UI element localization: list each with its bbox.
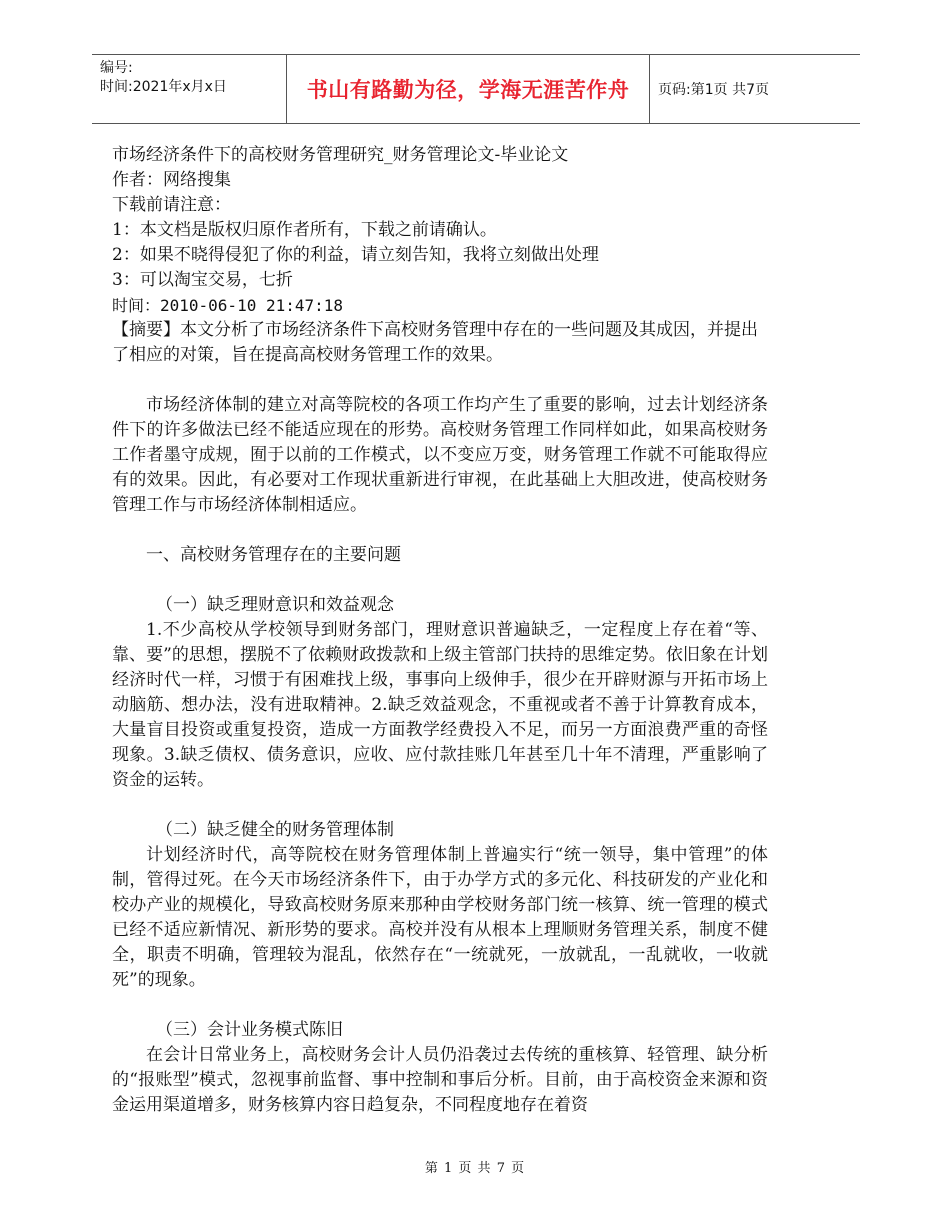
header-date: 时间:2021年x月x日 <box>100 79 227 95</box>
document-title: 市场经济条件下的高校财务管理研究_财务管理论文-毕业论文 <box>112 145 569 165</box>
page-header <box>92 54 860 124</box>
notice-item: 2：如果不晓得侵犯了你的利益，请立刻告知，我将立刻做出处理 <box>112 245 599 265</box>
document-number-label: 编号: <box>100 60 133 76</box>
subsection-heading: （二）缺乏健全的财务管理体制 <box>156 820 394 840</box>
notice-item: 3：可以淘宝交易，七折 <box>112 270 293 290</box>
header-meta <box>100 59 227 97</box>
document-author: 作者：网络搜集 <box>112 170 231 190</box>
notice-heading: 下载前请注意： <box>112 195 231 215</box>
notice-item: 1：本文档是版权归原作者所有，下载之前请确认。 <box>112 220 497 240</box>
abstract: 【摘要】本文分析了市场经济条件下高校财务管理中存在的一些问题及其成因，并提出了相应的对策，旨在提高高校财务管理工作的效果。 <box>112 320 758 365</box>
header-page-info: 页码:第1页 共7页 <box>658 82 769 98</box>
subsection-paragraph: 1.不少高校从学校领导到财务部门，理财意识普遍缺乏，一定程度上存在着“等、靠、要”的思想，摆脱不了依赖财政拨款和上级主管部门扶持的思维定势。依旧象在计划经济时代一样，习惯于有困难找上级，事事向上级伸手，很少在开辟财源与开拓市场上动脑筋、想办法，没有进取精神。2.缺乏效益观念，不重视或者不善于计算教育成本，大量盲目投资或重复投资，造成一方面教学经费投入不足，而另一方面浪费严重的奇怪现象。3.缺乏债权、债务意识，应收、应付款挂账几年甚至几十年不清理，严重影响了资金的运转。 <box>112 620 768 790</box>
intro-paragraph: 市场经济体制的建立对高等院校的各项工作均产生了重要的影响，过去计划经济条件下的许多做法已经不能适应现在的形势。高校财务管理工作同样如此，如果高校财务工作者墨守成规，囿于以前的工作模式，以不变应万变，财务管理工作就不可能取得应有的效果。因此，有必要对工作现状重新进行审视，在此基础上大胆改进，使高校财务管理工作与市场经济体制相适应。 <box>112 395 768 515</box>
subsection-paragraph: 在会计日常业务上，高校财务会计人员仍沿袭过去传统的重核算、轻管理、缺分析的“报账型”模式，忽视事前监督、事中控制和事后分析。目前，由于高校资金来源和资金运用渠道增多，财务核算内容日趋复杂，不同程度地存在着资 <box>112 1045 768 1115</box>
header-motto-cell <box>286 55 650 123</box>
header-motto: 书山有路勤为径，学海无涯苦作舟 <box>306 78 630 102</box>
document-body <box>112 143 768 1118</box>
document-time: 时间：2010-06-10 21:47:18 <box>112 296 344 315</box>
subsection-heading: （三）会计业务模式陈旧 <box>156 1020 343 1040</box>
section-heading: 一、高校财务管理存在的主要问题 <box>146 545 401 565</box>
subsection-heading: （一）缺乏理财意识和效益观念 <box>156 595 394 615</box>
subsection-paragraph: 计划经济时代，高等院校在财务管理体制上普遍实行“统一领导，集中管理”的体制，管得过死。在今天市场经济条件下，由于办学方式的多元化、科技研发的产业化和校办产业的规模化，导致高校财务原来那种由学校财务部门统一核算、统一管理的模式已经不适应新情况、新形势的要求。高校并没有从根本上理顺财务管理关系，制度不健全，职责不明确，管理较为混乱，依然存在“一统就死，一放就乱，一乱就收，一收就死”的现象。 <box>112 845 768 990</box>
page-footer: 第 1 页 共 7 页 <box>424 1161 526 1176</box>
